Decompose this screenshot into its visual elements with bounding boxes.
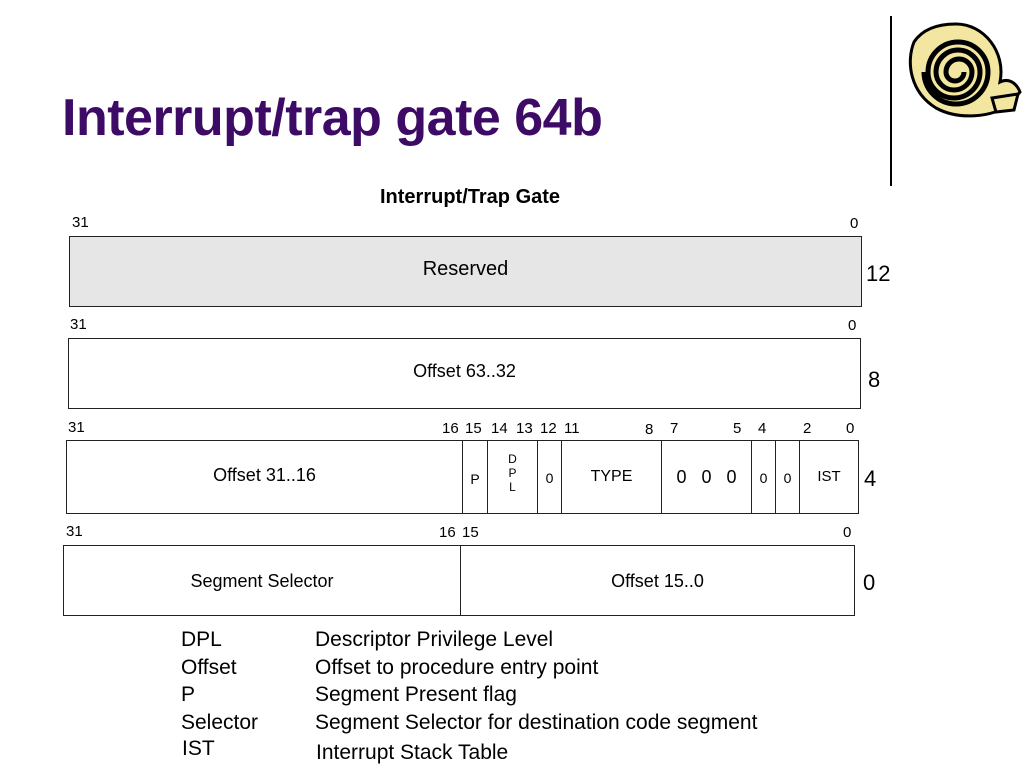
segment-selector-field: Segment Selector <box>190 571 334 591</box>
row8-bit-right: 0 <box>848 317 857 334</box>
slide-title: Interrupt/trap gate 64b <box>62 89 603 147</box>
legend-desc-selector: Segment Selector for destination code segment <box>315 711 758 734</box>
row0-offset: 0 <box>863 570 876 595</box>
spiral-shell-icon <box>896 12 1022 120</box>
zero-bits-7-5-field: 0 0 0 <box>661 441 751 513</box>
row4-bit-2: 2 <box>803 420 812 437</box>
row4-bit-5: 5 <box>733 420 742 437</box>
legend-term-ist: IST <box>182 737 215 760</box>
dpl-letter-d: D <box>508 452 517 466</box>
row0-box <box>63 545 855 616</box>
offset-63-32-field: Offset 63..32 <box>413 361 516 381</box>
legend-term-dpl: DPL <box>181 628 222 651</box>
offset-31-16-field: Offset 31..16 <box>213 465 316 485</box>
dpl-field <box>487 441 537 513</box>
row4-bit-16: 16 <box>442 420 459 437</box>
row0-bit-15: 15 <box>462 524 479 541</box>
diagram-title: Interrupt/Trap Gate <box>380 186 561 208</box>
row4-bit-31: 31 <box>68 419 85 436</box>
row4-bit-7: 7 <box>670 420 679 437</box>
row12-box <box>69 236 862 307</box>
dpl-letter-p: P <box>508 466 517 480</box>
row12-bit-left: 31 <box>72 214 89 231</box>
row4-bit-4: 4 <box>758 420 767 437</box>
legend-term-p: P <box>181 683 196 706</box>
offset-15-0-field: Offset 15..0 <box>460 546 854 615</box>
legend-desc-p: Segment Present flag <box>315 683 517 706</box>
type-field: TYPE <box>561 441 661 513</box>
zero-bit-12-field: 0 <box>537 441 561 513</box>
row0-bit-16: 16 <box>439 524 456 541</box>
row4-box <box>66 440 859 514</box>
legend-desc-offset: Offset to procedure entry point <box>315 656 599 679</box>
row4-offset: 4 <box>864 466 877 491</box>
row8-box <box>68 338 861 409</box>
zero-bit-3-field: 0 <box>775 441 799 513</box>
title-divider <box>890 16 892 186</box>
reserved-field: Reserved <box>422 258 509 280</box>
row4-bit-14: 14 <box>491 420 508 437</box>
row0-bit-0: 0 <box>843 524 852 541</box>
row4-bit-13: 13 <box>516 420 533 437</box>
row4-bit-8: 8 <box>645 421 654 438</box>
row4-bit-11: 11 <box>564 420 580 437</box>
legend-term-offset: Offset <box>181 656 237 679</box>
row4-bit-15: 15 <box>465 420 482 437</box>
legend-desc-dpl: Descriptor Privilege Level <box>315 628 554 651</box>
zero-bit-4-field: 0 <box>751 441 775 513</box>
row4-bit-12: 12 <box>540 420 557 437</box>
row8-offset: 8 <box>868 367 881 392</box>
legend-desc-ist: Interrupt Stack Table <box>316 741 509 764</box>
dpl-letter-l: L <box>509 480 516 494</box>
ist-field: IST <box>799 441 858 513</box>
row4-bit-0: 0 <box>846 420 855 437</box>
row12-bit-right: 0 <box>850 215 859 232</box>
row0-bit-31: 31 <box>66 523 83 540</box>
present-flag-field: P <box>462 441 487 513</box>
legend-term-selector: Selector <box>181 711 259 734</box>
row8-bit-left: 31 <box>70 316 87 333</box>
row12-offset: 12 <box>866 261 891 286</box>
